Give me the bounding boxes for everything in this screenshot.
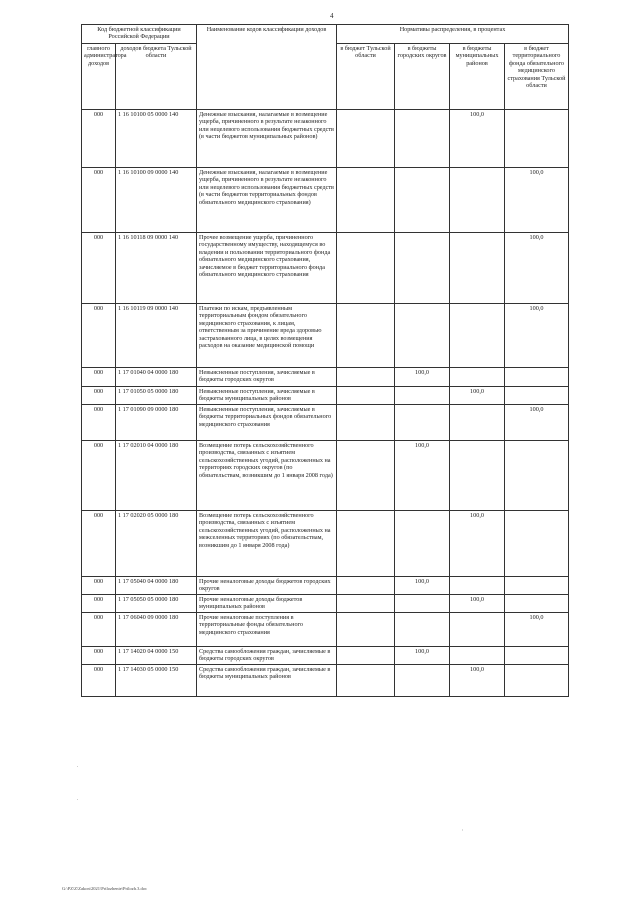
admin-code-cell: 000 — [82, 368, 116, 387]
city-budgets-cell — [395, 110, 450, 168]
city-budgets-cell — [395, 595, 450, 613]
medical-fund-cell — [505, 665, 569, 697]
table-row — [82, 387, 569, 405]
city-budgets-cell — [395, 665, 450, 697]
admin-code-cell: 000 — [82, 304, 116, 368]
header-regional-budget: в бюджет Тульской области — [337, 44, 395, 110]
regional-budget-cell — [337, 110, 395, 168]
scan-dot: . — [77, 797, 79, 802]
income-code-cell: 1 16 10118 09 0000 140 — [116, 233, 197, 304]
income-name-cell: Возмещение потерь сельскохозяйственного производства, связанных с изъятием сельскохозяйственных угодий, расположенных на территориях городских округов (по обязательствам, возникшим до 1 января 2008 года) — [197, 441, 337, 511]
city-budgets-cell: 100,0 — [395, 647, 450, 665]
medical-fund-cell — [505, 441, 569, 511]
admin-code-cell: 000 — [82, 441, 116, 511]
medical-fund-cell: 100,0 — [505, 304, 569, 368]
district-budgets-cell — [450, 168, 505, 233]
admin-code-cell: 000 — [82, 613, 116, 647]
income-name-cell: Возмещение потерь сельскохозяйственного производства, связанных с изъятием сельскохозяйственных угодий, расположенных на межселенных территориях (по обязательствам, возникшим до 1 января 2008 года) — [197, 511, 337, 577]
admin-code-cell: 000 — [82, 110, 116, 168]
income-code-cell: 1 16 10100 09 0000 140 — [116, 168, 197, 233]
city-budgets-cell — [395, 304, 450, 368]
income-code-cell: 1 17 02020 05 0000 180 — [116, 511, 197, 577]
medical-fund-cell — [505, 647, 569, 665]
page-number: 4 — [330, 12, 334, 20]
income-name-cell: Средства самообложения граждан, зачисляемые в бюджеты муниципальных районов — [197, 665, 337, 697]
district-budgets-cell — [450, 304, 505, 368]
regional-budget-cell — [337, 595, 395, 613]
table-row — [82, 647, 569, 665]
city-budgets-cell: 100,0 — [395, 577, 450, 595]
district-budgets-cell — [450, 233, 505, 304]
medical-fund-cell: 100,0 — [505, 168, 569, 233]
admin-code-cell: 000 — [82, 233, 116, 304]
city-budgets-cell — [395, 233, 450, 304]
city-budgets-cell: 100,0 — [395, 441, 450, 511]
district-budgets-cell: 100,0 — [450, 595, 505, 613]
city-budgets-cell — [395, 387, 450, 405]
admin-code-cell: 000 — [82, 595, 116, 613]
medical-fund-cell: 100,0 — [505, 613, 569, 647]
income-code-cell: 1 17 02010 04 0000 180 — [116, 441, 197, 511]
medical-fund-cell: 100,0 — [505, 233, 569, 304]
regional-budget-cell — [337, 387, 395, 405]
city-budgets-cell — [395, 405, 450, 441]
regional-budget-cell — [337, 441, 395, 511]
admin-code-cell: 000 — [82, 405, 116, 441]
income-code-cell: 1 17 01050 05 0000 180 — [116, 387, 197, 405]
admin-code-cell: 000 — [82, 168, 116, 233]
income-name-cell: Невыясненные поступления, зачисляемые в бюджеты городских округов — [197, 368, 337, 387]
income-code-cell: 1 17 06040 09 0000 180 — [116, 613, 197, 647]
table-row — [82, 233, 569, 304]
admin-code-cell: 000 — [82, 387, 116, 405]
city-budgets-cell — [395, 613, 450, 647]
medical-fund-cell — [505, 110, 569, 168]
city-budgets-cell — [395, 168, 450, 233]
income-name-cell: Прочие неналоговые поступления в территориальные фонды обязательного медицинского страхования — [197, 613, 337, 647]
regional-budget-cell — [337, 304, 395, 368]
income-code-cell: 1 17 05050 05 0000 180 — [116, 595, 197, 613]
header-city-budgets: в бюджеты городских округов — [395, 44, 450, 110]
district-budgets-cell — [450, 368, 505, 387]
header-income-code: доходов бюджета Тульской области — [116, 44, 197, 110]
income-code-cell: 1 17 01090 09 0000 180 — [116, 405, 197, 441]
district-budgets-cell — [450, 405, 505, 441]
income-distribution-table — [81, 24, 569, 697]
header-norms: Нормативы распределения, в процентах — [337, 25, 569, 44]
income-code-cell: 1 17 14020 04 0000 150 — [116, 647, 197, 665]
medical-fund-cell: 100,0 — [505, 405, 569, 441]
district-budgets-cell: 100,0 — [450, 511, 505, 577]
medical-fund-cell — [505, 511, 569, 577]
income-name-cell: Денежные взыскания, налагаемые в возмещение ущерба, причиненного в результате незаконного или нецелевого использования бюджетных средств (в части бюджетов территориальных фондов обязательного медицинского страхования) — [197, 168, 337, 233]
table-row — [82, 441, 569, 511]
medical-fund-cell — [505, 595, 569, 613]
medical-fund-cell — [505, 368, 569, 387]
regional-budget-cell — [337, 613, 395, 647]
district-budgets-cell: 100,0 — [450, 387, 505, 405]
admin-code-cell: 000 — [82, 577, 116, 595]
header-name: Наименование кодов классификации доходов — [197, 25, 337, 110]
income-name-cell: Невыясненные поступления, зачисляемые в бюджеты территориальных фондов обязательного медицинского страхования — [197, 405, 337, 441]
income-code-cell: 1 17 01040 04 0000 180 — [116, 368, 197, 387]
table-row — [82, 304, 569, 368]
header-budget-classification: Код бюджетной классификации Российской Федерации — [82, 25, 197, 44]
header-district-budgets: в бюджеты муниципальных районов — [450, 44, 505, 110]
income-name-cell: Денежные взыскания, налагаемые в возмещение ущерба, причиненного в результате незаконного или нецелевого использования бюджетных средств (в части бюджетов муниципальных районов) — [197, 110, 337, 168]
regional-budget-cell — [337, 168, 395, 233]
admin-code-cell: 000 — [82, 647, 116, 665]
regional-budget-cell — [337, 577, 395, 595]
regional-budget-cell — [337, 368, 395, 387]
table-row — [82, 405, 569, 441]
city-budgets-cell — [395, 511, 450, 577]
income-name-cell: Прочие неналоговые доходы бюджетов городских округов — [197, 577, 337, 595]
district-budgets-cell — [450, 441, 505, 511]
admin-code-cell: 000 — [82, 665, 116, 697]
regional-budget-cell — [337, 647, 395, 665]
district-budgets-cell — [450, 577, 505, 595]
regional-budget-cell — [337, 405, 395, 441]
income-name-cell: Прочие неналоговые доходы бюджетов муниципальных районов — [197, 595, 337, 613]
income-code-cell: 1 16 10119 09 0000 140 — [116, 304, 197, 368]
district-budgets-cell — [450, 613, 505, 647]
footer-file-path: G:\PZ\Z\Zakon\2021\Prilozhenie\Prilozh.3.doc — [62, 886, 147, 891]
table-row — [82, 368, 569, 387]
income-name-cell: Невыясненные поступления, зачисляемые в бюджеты муниципальных районов — [197, 387, 337, 405]
table-row — [82, 511, 569, 577]
income-name-cell: Прочее возмещение ущерба, причиненного государственному имуществу, находящемуся во владении и пользовании территориального фонда обязательного медицинского страхования, зачисляемое в бюджет территориального фонда обязательного медицинского страхования — [197, 233, 337, 304]
income-code-cell: 1 17 05040 04 0000 180 — [116, 577, 197, 595]
table-row — [82, 577, 569, 595]
table-row — [82, 613, 569, 647]
district-budgets-cell: 100,0 — [450, 110, 505, 168]
scan-dot: ' — [462, 830, 463, 835]
regional-budget-cell — [337, 511, 395, 577]
header-medical-fund: в бюджет территориального фонда обязательного медицинского страхования Тульской области — [505, 44, 569, 110]
regional-budget-cell — [337, 233, 395, 304]
table-row — [82, 595, 569, 613]
admin-code-cell: 000 — [82, 511, 116, 577]
income-code-cell: 1 17 14030 05 0000 150 — [116, 665, 197, 697]
income-name-cell: Средства самообложения граждан, зачисляемые в бюджеты городских округов — [197, 647, 337, 665]
table-row — [82, 110, 569, 168]
income-name-cell: Платежи по искам, предъявленным территориальным фондом обязательного медицинского страхования, к лицам, ответственным за причинение вреда здоровью застрахованного лица, в целях возмещения расходов на оказание медицинской помощи — [197, 304, 337, 368]
table-row — [82, 665, 569, 697]
medical-fund-cell — [505, 387, 569, 405]
medical-fund-cell — [505, 577, 569, 595]
district-budgets-cell: 100,0 — [450, 665, 505, 697]
table-row — [82, 168, 569, 233]
scan-dot: . — [77, 764, 79, 769]
income-code-cell: 1 16 10100 05 0000 140 — [116, 110, 197, 168]
district-budgets-cell — [450, 647, 505, 665]
city-budgets-cell: 100,0 — [395, 368, 450, 387]
regional-budget-cell — [337, 665, 395, 697]
header-admin: главного администратора доходов — [82, 44, 116, 110]
